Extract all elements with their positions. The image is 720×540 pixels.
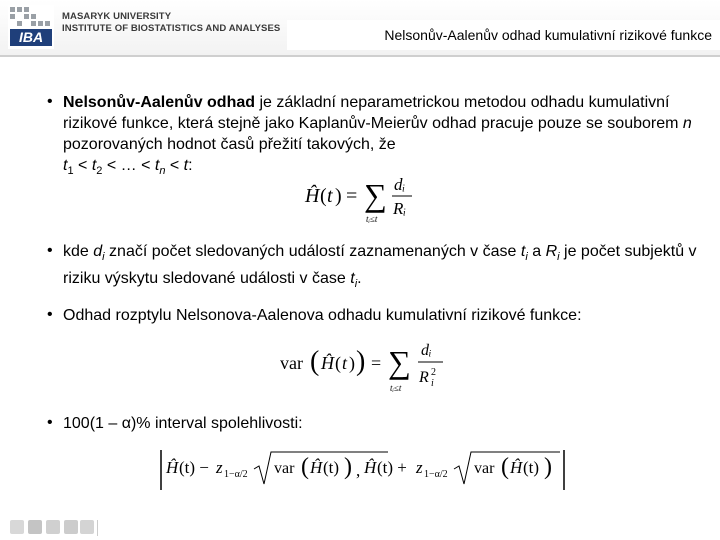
svg-text:tᵢ≤t: tᵢ≤t	[366, 214, 378, 224]
bullet-2-text: kde $d_i$ značí počet sledovaných událostí zaznamenaných v čase $t_i$ a $R_i$ je počet subjektů v riziku výskytu sledované události v čase $t_i$.	[63, 243, 697, 291]
university-name	[62, 11, 280, 35]
svg-text:Rᵢ: Rᵢ	[393, 199, 407, 218]
footer-logo-2-icon	[28, 520, 42, 534]
svg-text:=: =	[346, 185, 358, 207]
svg-text:∑: ∑	[388, 344, 411, 380]
svg-text:t: t	[342, 353, 348, 373]
svg-text:t: t	[327, 185, 333, 207]
bullet-2	[47, 241, 702, 295]
svg-text:): )	[344, 454, 352, 480]
svg-text:Ĥ: Ĥ	[364, 458, 377, 477]
svg-text:(: (	[320, 185, 327, 207]
footer	[0, 514, 720, 540]
svg-text:tᵢ≤t: tᵢ≤t	[390, 383, 402, 393]
svg-text:Ĥ: Ĥ	[305, 185, 320, 207]
svg-text:=: =	[371, 353, 382, 373]
svg-text:(t) +: (t) +	[377, 458, 407, 477]
logo-text: IBA	[18, 29, 44, 45]
title-box	[287, 20, 720, 50]
confidence-interval-formula	[158, 444, 578, 496]
svg-text:dᵢ: dᵢ	[421, 342, 432, 359]
page-title: Nelsonův-Aalenův odhad kumulativní rizikové funkce	[384, 27, 712, 43]
svg-text:Ĥ: Ĥ	[510, 458, 523, 477]
svg-text:Ĥ: Ĥ	[321, 353, 334, 373]
bullet-4	[47, 413, 702, 434]
bullet-1	[47, 92, 702, 182]
svg-text:(t) −: (t) −	[179, 458, 209, 477]
svg-text:z: z	[216, 458, 223, 477]
svg-text:Ĥ: Ĥ	[166, 458, 179, 477]
bullet-3-text: Odhad rozptylu Nelsonova-Aalenova odhadu kumulativní rizikové funkce:	[63, 307, 582, 324]
university-line-1: MASARYK UNIVERSITY	[62, 11, 172, 22]
footer-logo-1-icon	[10, 520, 24, 534]
footer-logo-4-icon	[64, 520, 78, 534]
time-ordering: $t_1 < t_2$ < … < $t_n < t$:	[63, 157, 193, 178]
header-divider	[0, 55, 720, 57]
svg-text:i: i	[431, 378, 434, 389]
svg-text:var: var	[280, 353, 303, 373]
bullet-3	[47, 305, 702, 326]
footer-logo-5-icon	[80, 520, 94, 534]
bullet-dot: •	[47, 242, 53, 259]
variance-formula	[275, 335, 455, 397]
svg-text:z: z	[416, 458, 423, 477]
svg-text:(: (	[310, 346, 320, 377]
bullet-dot: •	[47, 414, 53, 431]
iba-logo	[8, 5, 54, 49]
svg-text:): )	[356, 346, 366, 377]
nelson-aalen-formula	[300, 170, 420, 226]
svg-text:var: var	[274, 460, 295, 477]
svg-text:2: 2	[431, 367, 436, 378]
svg-text:): )	[349, 353, 355, 373]
svg-text:(: (	[501, 454, 509, 480]
footer-logo-3-icon	[46, 520, 60, 534]
bullet-dot: •	[47, 306, 53, 323]
svg-text:1−α/2: 1−α/2	[224, 469, 248, 480]
svg-text:(t): (t)	[523, 458, 540, 477]
university-line-2: INSTITUTE OF BIOSTATISTICS AND ANALYSES	[62, 23, 281, 34]
bullet-dot: •	[47, 93, 53, 110]
svg-text:∑: ∑	[364, 177, 387, 213]
bullet-4-text: 100(1 – α)% interval spolehlivosti:	[63, 415, 303, 432]
svg-text:Ĥ: Ĥ	[310, 458, 323, 477]
header	[0, 0, 720, 56]
svg-text:var: var	[474, 460, 495, 477]
svg-text:(: (	[335, 353, 341, 373]
svg-text:): )	[544, 454, 552, 480]
svg-text:R: R	[419, 369, 429, 386]
svg-text:dᵢ: dᵢ	[394, 175, 406, 194]
bullet-1-text: Nelsonův-Aalenův odhad je základní neparametrickou metodou odhadu kumulativní rizikové funkce, která stejně jako Kaplanův-Meierův odhad pracuje pouze se souborem n pozorovaných hodnot časů přežití takových, že $t_1 < t_2$ < … < $t_n < t$:	[63, 94, 692, 178]
svg-text:): )	[335, 185, 342, 207]
bold-term: Nelsonův-Aalenův odhad	[63, 94, 256, 111]
svg-text:(: (	[301, 454, 309, 480]
svg-text:1−α/2: 1−α/2	[424, 469, 448, 480]
svg-text:(t): (t)	[323, 458, 340, 477]
footer-separator	[97, 520, 98, 536]
svg-text:,: ,	[356, 461, 361, 480]
